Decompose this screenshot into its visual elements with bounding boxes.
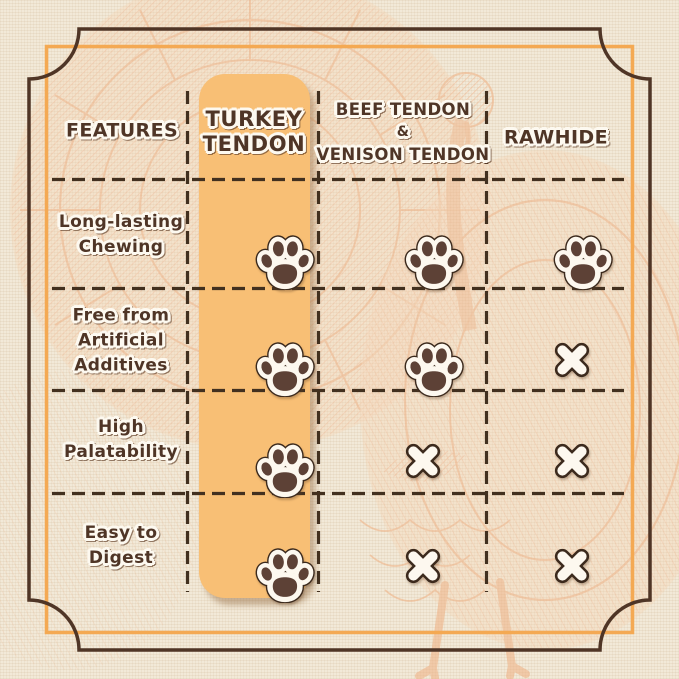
row-label-line: Chewing: [78, 237, 164, 257]
row-label-line: Easy to: [84, 523, 158, 543]
row-label-line: Free from: [72, 305, 170, 326]
row-label-line: Additives: [74, 355, 168, 376]
row-label-line: Digest: [88, 548, 154, 568]
ampersand: &: [396, 124, 410, 140]
header-line: BEEF TENDON: [335, 100, 471, 119]
header-line: VENISON TENDON: [316, 145, 490, 164]
row-label-easy-to-digest: [85, 521, 158, 571]
features-label: FEATURES: [65, 119, 179, 142]
column-header-beef-venison-tendon: [317, 98, 490, 166]
row-label-line: High: [98, 417, 144, 437]
row-label-free-from-artificial-additives: [73, 304, 170, 379]
row-label-line: Long-lasting: [58, 212, 184, 232]
row-label-high-palatability: [64, 415, 178, 465]
row-label-long-lasting-chewing: [59, 210, 183, 260]
header-line: TENDON: [202, 132, 306, 156]
column-header-turkey-tendon: [203, 107, 306, 157]
row-label-line: Artificial: [78, 330, 164, 351]
column-header-rawhide: [504, 127, 608, 150]
header-line: RAWHIDE: [504, 126, 608, 149]
row-label-line: Palatability: [63, 442, 179, 462]
header-line: TURKEY: [205, 107, 303, 131]
features-column-header: [66, 120, 178, 143]
